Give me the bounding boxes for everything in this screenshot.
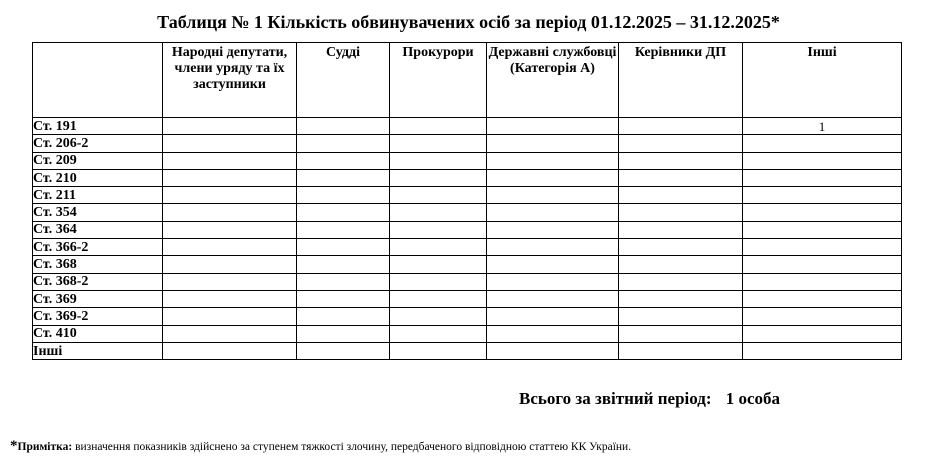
table-cell [390,325,487,342]
table-cell [163,118,297,135]
table-cell: 1 [743,118,902,135]
row-label: Ст. 364 [33,221,163,238]
table-cell [487,135,619,152]
table-cell [163,187,297,204]
table-cell [297,187,390,204]
header-cell: Державні службовці (Категорія А) [487,43,619,118]
table-cell [743,169,902,186]
row-label: Ст. 368 [33,256,163,273]
table-cell [743,290,902,307]
header-cell [33,43,163,118]
row-label: Ст. 366-2 [33,239,163,256]
total-value: 1 особа [725,389,781,408]
table-cell [390,187,487,204]
table-cell [163,239,297,256]
table-cell [390,290,487,307]
table-cell [487,221,619,238]
table-cell [487,273,619,290]
table-cell [487,342,619,359]
table-cell [743,325,902,342]
table-row [33,169,902,186]
table-row [33,118,902,135]
table-cell [619,308,743,325]
table-cell [619,187,743,204]
table-cell [390,204,487,221]
table-row [33,308,902,325]
table-cell [297,221,390,238]
row-label: Ст. 211 [33,187,163,204]
row-label: Ст. 210 [33,169,163,186]
table-cell [163,169,297,186]
header-cell: Судді [297,43,390,118]
table-cell [619,290,743,307]
table-cell [619,135,743,152]
total-label: Всього за звітний період: [519,389,712,408]
table-cell [163,342,297,359]
table-cell [619,169,743,186]
table-cell [163,273,297,290]
header-cell: Інші [743,43,902,118]
table-cell [297,290,390,307]
footnote-label: Примітка: [17,441,73,453]
table-cell [743,187,902,204]
table-title: Таблиця № 1 Кількість обвинувачених осіб за період 01.12.2025 – 31.12.2025* [157,12,780,32]
row-label: Ст. 354 [33,204,163,221]
table-cell [619,325,743,342]
table-row [33,290,902,307]
table-row [33,221,902,238]
table-cell [619,256,743,273]
footnote-marker: * [10,438,18,454]
table-cell [487,169,619,186]
table-cell [297,325,390,342]
table-row [33,256,902,273]
table-cell [390,342,487,359]
table-cell [619,342,743,359]
table-cell [297,135,390,152]
table-cell [163,204,297,221]
table-cell [619,221,743,238]
table-row [33,152,902,169]
table-cell [743,152,902,169]
table-cell [297,239,390,256]
table-cell [487,187,619,204]
table-cell [743,256,902,273]
footnote-text: визначення показників здійснено за ступенем тяжкості злочину, передбаченого відповідною статтею КК України. [72,441,632,453]
table-cell [163,152,297,169]
table-cell [390,273,487,290]
header-cell: Народні депутати, члени уряду та їх заступники [163,43,297,118]
table-cell [743,273,902,290]
table-cell [390,169,487,186]
table-cell [390,256,487,273]
table-cell [487,118,619,135]
total-summary [519,389,780,409]
table-cell [390,118,487,135]
header-cell: Керівники ДП [619,43,743,118]
table-row [33,325,902,342]
table-cell [297,342,390,359]
table-cell [163,135,297,152]
table-cell [619,118,743,135]
table-cell [743,239,902,256]
row-label: Ст. 410 [33,325,163,342]
table-cell [163,256,297,273]
table-cell [487,290,619,307]
table-cell [390,308,487,325]
header-cell: Прокурори [390,43,487,118]
row-label: Ст. 368-2 [33,273,163,290]
table-cell [487,152,619,169]
table-row [33,273,902,290]
table-cell [390,221,487,238]
row-label: Ст. 369-2 [33,308,163,325]
table-cell [743,221,902,238]
table-cell [297,169,390,186]
table-cell [487,256,619,273]
table-cell [743,135,902,152]
table-cell [390,239,487,256]
table-cell [297,152,390,169]
table-cell [619,239,743,256]
table-cell [297,273,390,290]
table-row [33,342,902,359]
table-cell [297,256,390,273]
table-row [33,135,902,152]
table-cell [487,239,619,256]
table-cell [487,204,619,221]
table-cell [163,308,297,325]
footnote [10,438,631,455]
table-cell [297,118,390,135]
row-label: Ст. 209 [33,152,163,169]
table-cell [163,221,297,238]
table-row [33,204,902,221]
accused-persons-table [32,42,902,360]
table-cell [619,204,743,221]
table-row [33,239,902,256]
header-row [33,43,902,118]
table-cell [297,204,390,221]
table-cell [163,290,297,307]
table-cell [743,342,902,359]
table-row [33,187,902,204]
row-label: Ст. 206-2 [33,135,163,152]
row-label: Ст. 369 [33,290,163,307]
row-label: Інші [33,342,163,359]
table-cell [743,308,902,325]
table-cell [390,152,487,169]
table-cell [619,273,743,290]
table-cell [163,325,297,342]
table-cell [297,308,390,325]
row-label: Ст. 191 [33,118,163,135]
table-cell [487,308,619,325]
table-cell [487,325,619,342]
table-cell [619,152,743,169]
table-cell [390,135,487,152]
table-cell [743,204,902,221]
